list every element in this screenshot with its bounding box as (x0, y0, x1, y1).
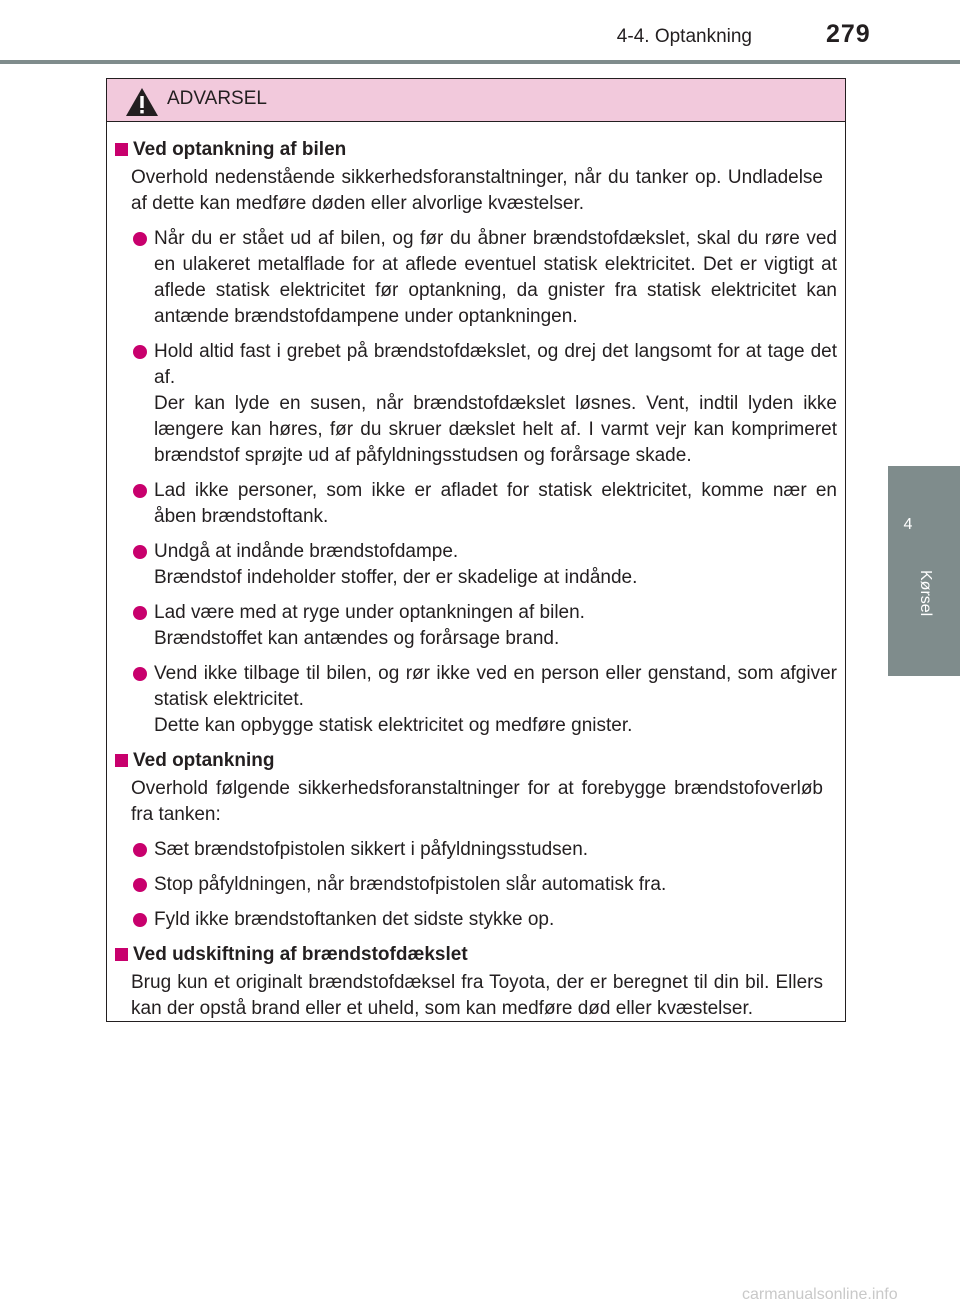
footer-watermark: carmanualsonline.info (742, 1286, 898, 1303)
round-bullet-icon (133, 545, 147, 559)
bullet-text: Lad være med at ryge under optankningen af bilen. (154, 602, 585, 623)
bullet-text: Vend ikke tilbage til bilen, og rør ikke ved en person eller genstand, som afgiver statisk elektricitet. (154, 663, 837, 710)
warning-header (107, 79, 845, 122)
square-bullet-icon (115, 754, 128, 767)
bullet-text: Når du er stået ud af bilen, og før du åbner brændstofdækslet, skal du røre ved en ulakeret metalflade for at aflede eventuel statisk elektricitet. Det er vigtigt at aflede statisk elektricitet før optankning, da gnister fra statisk elektricitet kan antænde brændstofdampene under optankningen. (154, 228, 837, 327)
section-intro: Brug kun et originalt brændstofdæksel fra Toyota, der er beregnet til din bil. Ellers kan der opstå brand eller et uheld, som kan medføre død eller kvæstelser. (131, 972, 823, 1019)
round-bullet-icon (133, 878, 147, 892)
warning-triangle-icon (125, 87, 159, 117)
bullet-item (107, 478, 845, 530)
bullet-item (107, 872, 845, 898)
bullet-text: Undgå at indånde brændstofdampe. (154, 541, 459, 562)
round-bullet-icon (133, 667, 147, 681)
section-heading (107, 137, 845, 163)
warning-box (106, 78, 846, 1022)
bullet-text: Hold altid fast i grebet på brændstofdækslet, og drej det langsomt for at tage det af. (154, 341, 837, 388)
square-bullet-icon (115, 948, 128, 961)
bullet-text: Stop påfyldningen, når brændstofpistolen slår automatisk fra. (154, 874, 667, 895)
section-heading (107, 942, 845, 968)
chapter-label: Kørsel (917, 570, 934, 617)
bullet-text: Sæt brændstofpistolen sikkert i påfyldningsstudsen. (154, 839, 589, 860)
section-title: 4-4. Optankning (616, 26, 752, 47)
round-bullet-icon (133, 484, 147, 498)
bullet-item (107, 837, 845, 863)
round-bullet-icon (133, 345, 147, 359)
section-heading-text: Ved udskiftning af brændstofdækslet (133, 944, 468, 965)
page-number: 279 (826, 20, 871, 48)
section-heading-text: Ved optankning af bilen (133, 139, 347, 160)
round-bullet-icon (133, 913, 147, 927)
header-rule (0, 60, 960, 64)
section-heading (107, 748, 845, 774)
bullet-item (107, 600, 845, 652)
bullet-text: Lad ikke personer, som ikke er afladet for statisk elektricitet, komme nær en åben brændstoftank. (154, 480, 837, 527)
bullet-text: Fyld ikke brændstoftanken det sidste stykke op. (154, 909, 555, 930)
bullet-item (107, 907, 845, 933)
round-bullet-icon (133, 843, 147, 857)
square-bullet-icon (115, 143, 128, 156)
bullet-item (107, 539, 845, 591)
round-bullet-icon (133, 232, 147, 246)
warning-body (107, 137, 845, 1031)
chapter-number: 4 (903, 516, 913, 533)
bullet-text: Der kan lyde en susen, når brændstofdækslet løsnes. Vent, indtil lyden ikke længere kan høres, før du skruer dækslet helt af. I varmt vejr kan komprimeret brændstof sprøjte ud af påfyldningsstudsen og forårsage skade. (154, 393, 837, 466)
section-intro: Overhold nedenstående sikkerhedsforanstaltninger, når du tanker op. Undladelse af dette kan medføre døden eller alvorlige kvæstelser. (131, 167, 823, 214)
round-bullet-icon (133, 606, 147, 620)
bullet-text: Brændstoffet kan antændes og forårsage brand. (154, 628, 560, 649)
bullet-item (107, 661, 845, 739)
bullet-text: Dette kan opbygge statisk elektricitet og medføre gnister. (154, 715, 633, 736)
section-intro: Overhold følgende sikkerhedsforanstaltninger for at forebygge brændstofoverløb fra tanken: (131, 778, 823, 825)
bullet-item (107, 339, 845, 469)
bullet-item (107, 226, 845, 330)
bullet-text: Brændstof indeholder stoffer, der er skadelige at indånde. (154, 567, 638, 588)
warning-title: ADVARSEL (167, 88, 267, 109)
section-heading-text: Ved optankning (133, 750, 275, 771)
